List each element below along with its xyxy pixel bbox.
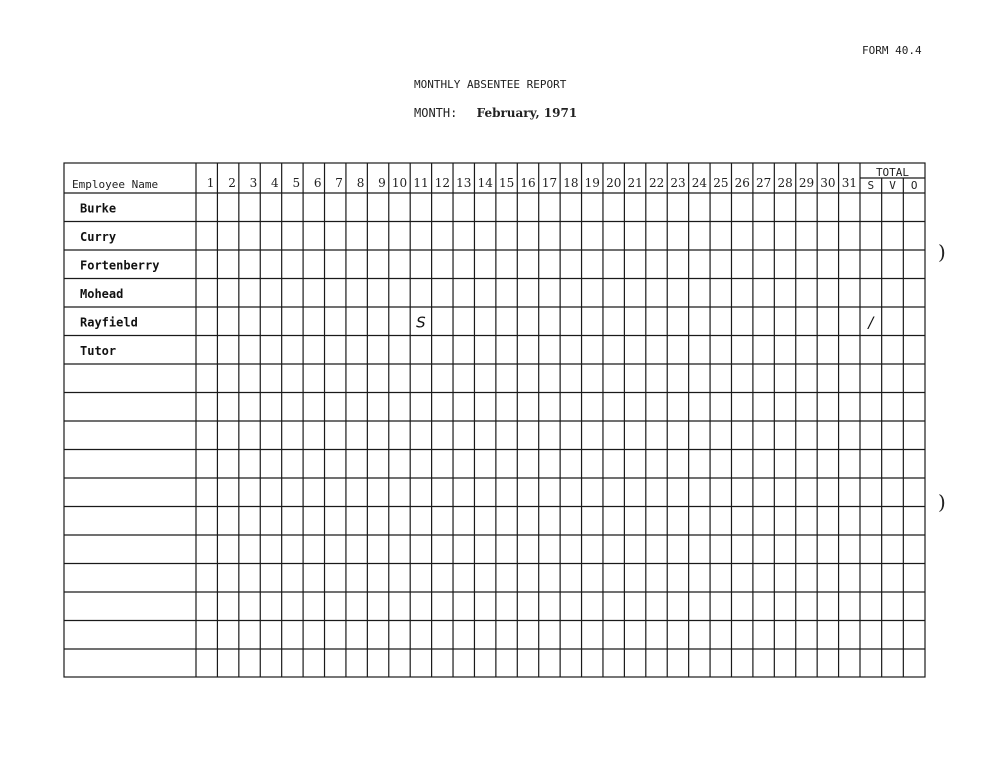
employee-name: Rayfield <box>80 315 138 330</box>
day-header: 3 <box>249 176 258 190</box>
day-header: 23 <box>670 176 686 190</box>
employee-name: Curry <box>80 229 117 244</box>
day-header: 24 <box>691 176 708 190</box>
day-header: 5 <box>292 176 301 190</box>
day-header: 21 <box>627 176 643 190</box>
employee-name: Tutor <box>80 343 117 358</box>
day-header: 8 <box>356 176 365 190</box>
day-header: 20 <box>606 176 622 190</box>
day-header: 7 <box>335 176 343 190</box>
employee-name: Mohead <box>80 286 124 301</box>
day-header: 15 <box>499 176 515 190</box>
day-header: 12 <box>434 176 451 190</box>
form-number: FORM 40.4 <box>862 44 922 57</box>
day-header: 9 <box>378 176 386 190</box>
day-header: 1 <box>206 176 215 190</box>
day-header: 28 <box>777 176 793 190</box>
day-header: 10 <box>391 176 408 190</box>
month-value: February, 1971 <box>476 106 578 120</box>
day-header: 22 <box>648 176 665 190</box>
day-header: 6 <box>313 176 322 190</box>
day-header: 29 <box>798 176 815 190</box>
employee-name: Burke <box>80 201 117 216</box>
margin-mark: ) <box>938 240 946 264</box>
day-header: 16 <box>520 176 536 190</box>
day-header: 26 <box>734 176 750 190</box>
day-header: 13 <box>456 176 472 190</box>
day-header: 11 <box>413 176 429 190</box>
month-label: MONTH: <box>414 106 458 120</box>
day-header: 27 <box>756 176 772 190</box>
handwritten-mark: / <box>868 313 874 332</box>
day-header: 14 <box>477 176 493 190</box>
total-column-header: V <box>889 179 896 192</box>
day-header: 17 <box>541 176 558 190</box>
day-header: 18 <box>563 176 579 190</box>
margin-mark: ) <box>938 490 946 514</box>
day-header: 2 <box>228 176 236 190</box>
day-header: 19 <box>584 176 600 190</box>
total-column-header: O <box>910 179 918 192</box>
day-header: 25 <box>713 176 729 190</box>
handwritten-mark: S <box>416 313 426 332</box>
day-header: 31 <box>841 176 857 190</box>
employee-name-header: Employee Name <box>72 178 159 191</box>
report-title: MONTHLY ABSENTEE REPORT <box>414 78 567 91</box>
total-column-header: S <box>867 179 875 192</box>
employee-name: Fortenberry <box>80 258 160 273</box>
day-header: 30 <box>820 176 836 190</box>
day-header: 4 <box>271 176 279 190</box>
total-header: TOTAL <box>875 166 910 179</box>
